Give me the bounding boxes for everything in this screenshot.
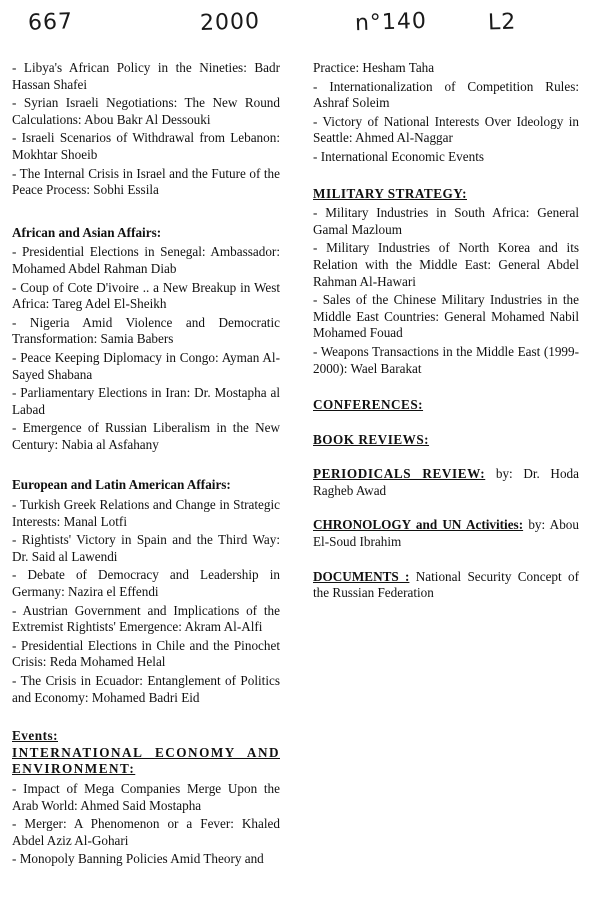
list-item: - Peace Keeping Diplomacy in Congo: Ayman Al-Sayed Shabana <box>12 349 280 382</box>
left-column <box>12 60 280 870</box>
list-item: - Presidential Elections in Senegal: Ambassador: Mohamed Abdel Rahman Diab <box>12 244 280 276</box>
list-item: - Military Industries in South Africa: General Gamal Mazloum <box>313 205 579 237</box>
periodicals-review-text: by: Dr. Hoda Ragheb Awad <box>313 466 580 498</box>
list-item: - The Crisis in Ecuador: Entanglement of Politics and Economy: Mohamed Badri Eid <box>12 673 280 705</box>
list-item: - Rightists' Victory in Spain and the Third Way: Dr. Said al Lawendi <box>12 532 280 564</box>
list-item: - Nigeria Amid Violence and Democratic Transformation: Samia Babers <box>12 314 280 347</box>
right-column <box>313 60 579 604</box>
chronology-entry <box>313 517 579 550</box>
list-item: - Merger: A Phenomenon or a Fever: Khaled Abdel Aziz Al-Gohari <box>12 816 280 848</box>
list-item: - Parliamentary Elections in Iran: Dr. Mostapha al Labad <box>12 385 280 417</box>
list-item: - Victory of National Interests Over Ideology in Seattle: Ahmed Al-Naggar <box>313 113 579 146</box>
documents-heading: DOCUMENTS : <box>313 568 410 584</box>
handwritten-ref-number: 667 <box>27 9 74 36</box>
chronology-heading: CHRONOLOGY and UN Activities: <box>313 517 524 533</box>
list-item: - Israeli Scenarios of Withdrawal from Lebanon: Mokhtar Shoeib <box>12 130 280 162</box>
conferences-heading: CONFERENCES: <box>313 397 424 413</box>
intl-economy-heading: INTERNATIONAL ECONOMY AND <box>12 744 280 760</box>
list-item: - Syrian Israeli Negotiations: The New Round Calculations: Abou Bakr Al Dessouki <box>12 95 280 127</box>
list-item: - Military Industries of North Korea and its Relation with the Middle East: General Abdel Rahman Al-Hawari <box>313 240 579 289</box>
european-latin-list <box>12 497 280 706</box>
handwritten-code: L2 <box>487 9 517 36</box>
list-item: Practice: Hesham Taha <box>313 60 435 75</box>
documents-text: National Security Concept of the Russian Federation <box>313 568 579 601</box>
list-item: - Turkish Greek Relations and Change in Strategic Interests: Manal Lotfi <box>12 497 280 529</box>
european-latin-heading: European and Latin American Affairs: <box>12 477 231 493</box>
list-item: - Internationalization of Competition Rules: Ashraf Soleim <box>313 78 579 111</box>
periodicals-review-entry <box>313 466 579 499</box>
documents-entry <box>313 569 579 602</box>
handwritten-year: 2000 <box>199 8 261 37</box>
list-item: - Monopoly Banning Policies Amid Theory and <box>12 851 264 867</box>
list-item: - Impact of Mega Companies Merge Upon the Arab World: Ahmed Said Mostapha <box>12 780 280 813</box>
list-item: - Coup of Cote D'ivoire .. a New Breakup in West Africa: Tareg Adel El-Sheikh <box>12 279 280 312</box>
list-item: - International Economic Events <box>313 148 485 164</box>
periodicals-review-heading: PERIODICALS REVIEW: <box>313 466 486 482</box>
intl-economy-list <box>12 781 280 868</box>
list-item: - Presidential Elections in Chile and the Pinochet Crisis: Reda Mohamed Helal <box>12 637 280 670</box>
handwritten-issue-number: n°140 <box>354 8 428 37</box>
intl-economy-continued-list <box>313 60 579 166</box>
chronology-text: by: Abou El-Soud Ibrahim <box>313 517 579 550</box>
list-item: - Austrian Government and Implications of the Extremist Rightists' Emergence: Akram Al-Alfi <box>12 602 280 635</box>
list-item: - Weapons Transactions in the Middle East (1999-2000): Wael Barakat <box>313 343 579 376</box>
intro-list <box>12 60 280 199</box>
list-item: - Debate of Democracy and Leadership in Germany: Nazira el Effendi <box>12 567 280 600</box>
military-strategy-list <box>313 205 579 377</box>
military-strategy-heading: MILITARY STRATEGY: <box>313 185 467 201</box>
list-item: - Emergence of Russian Liberalism in the New Century: Nabia al Asfahany <box>12 420 280 452</box>
list-item: - Libya's African Policy in the Nineties: Badr Hassan Shafei <box>12 60 280 92</box>
african-asian-list <box>12 244 280 453</box>
book-reviews-heading: BOOK REVIEWS: <box>313 431 430 447</box>
events-heading: Events: <box>12 728 58 744</box>
list-item: - Sales of the Chinese Military Industries in the Middle East Countries: General Mohamed Nabil Mohamed Fouad <box>313 292 579 341</box>
list-item: - The Internal Crisis in Israel and the Future of the Peace Process: Sobhi Essila <box>12 165 280 198</box>
african-asian-heading: African and Asian Affairs: <box>12 224 162 240</box>
environment-heading: ENVIRONMENT: <box>12 761 136 777</box>
